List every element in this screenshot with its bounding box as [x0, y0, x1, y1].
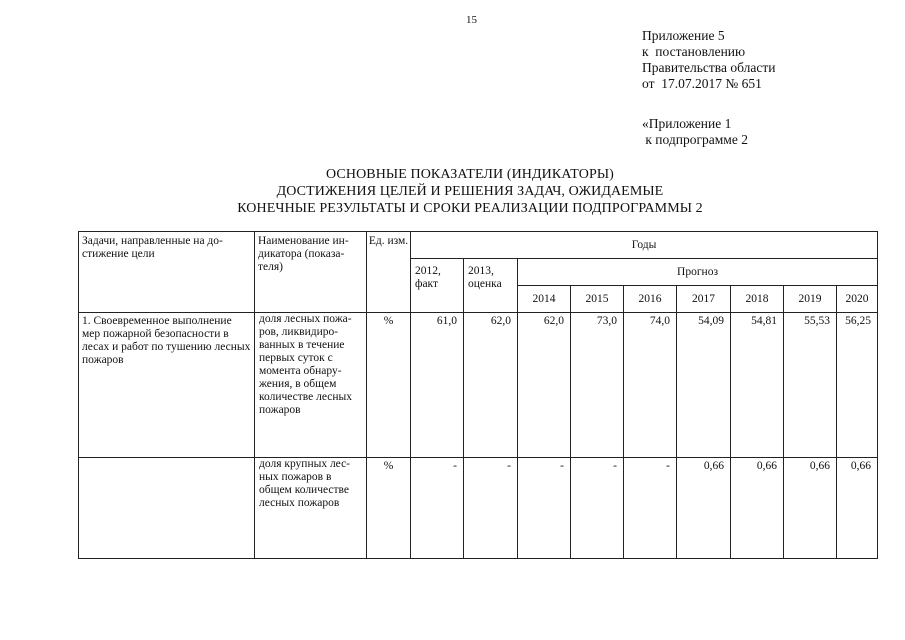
- appendix-sub: [642, 116, 748, 148]
- header-year: 2019: [784, 286, 837, 313]
- title-line: КОНЕЧНЫЕ РЕЗУЛЬТАТЫ И СРОКИ РЕАЛИЗАЦИИ ПОДПРОГРАММЫ 2: [237, 201, 703, 216]
- appendix-line: Правительства области: [642, 60, 776, 75]
- value-cell: 62,0: [464, 313, 518, 458]
- header-year: 2014: [518, 286, 571, 313]
- value-cell: 0,66: [784, 458, 837, 559]
- value-cell: 62,0: [518, 313, 571, 458]
- title-line: ДОСТИЖЕНИЯ ЦЕЛЕЙ И РЕШЕНИЯ ЗАДАЧ, ОЖИДАЕМЫЕ: [276, 184, 664, 199]
- appendix-sub-line: «Приложение 1: [642, 116, 732, 131]
- value-cell: 55,53: [784, 313, 837, 458]
- table-row: [79, 458, 878, 559]
- title-line: ОСНОВНЫЕ ПОКАЗАТЕЛИ (ИНДИКАТОРЫ): [326, 167, 614, 182]
- appendix-line: от 17.07.2017 № 651: [642, 76, 762, 91]
- header-year: 2020: [837, 286, 878, 313]
- header-indicator: Наименование ин-дикатора (показа-теля): [255, 232, 367, 313]
- value-cell: 54,81: [731, 313, 784, 458]
- appendix-line: Приложение 5: [642, 28, 725, 43]
- value-cell: 74,0: [624, 313, 677, 458]
- header-year-2012: 2012, факт: [411, 259, 464, 313]
- header-year-2013: 2013, оценка: [464, 259, 518, 313]
- header-year: 2017: [677, 286, 731, 313]
- value-cell: -: [464, 458, 518, 559]
- value-cell: 61,0: [411, 313, 464, 458]
- header-year: 2018: [731, 286, 784, 313]
- header-task: Задачи, направленные на до-стижение цели: [79, 232, 255, 313]
- header-year: 2016: [624, 286, 677, 313]
- value-cell: 0,66: [837, 458, 878, 559]
- header-unit: Ед. изм.: [367, 232, 411, 313]
- task-cell: [79, 458, 255, 559]
- header-forecast: Прогноз: [518, 259, 878, 286]
- header-year: 2015: [571, 286, 624, 313]
- task-cell: 1. Своевременное выполнение мер пожарной безопасности в лесах и работ по тушению лесных пожаров: [79, 313, 255, 458]
- value-cell: -: [518, 458, 571, 559]
- appendix-sub-line: к подпрограмме 2: [642, 132, 748, 147]
- appendix-header: [642, 28, 775, 92]
- appendix-line: к постановлению: [642, 44, 746, 59]
- value-cell: -: [411, 458, 464, 559]
- value-cell: -: [571, 458, 624, 559]
- indicator-cell: доля крупных лес-ных пожаров в общем количестве лесных пожаров: [255, 458, 367, 559]
- indicator-cell: доля лесных пожа-ров, ликвидиро-ванных в течение первых суток с момента обнару-жения, в общем количестве лесных пожаров: [255, 313, 367, 458]
- value-cell: 56,25: [837, 313, 878, 458]
- header-years: Годы: [411, 232, 878, 259]
- unit-cell: %: [367, 313, 411, 458]
- value-cell: 0,66: [677, 458, 731, 559]
- page-number: 15: [466, 14, 477, 26]
- value-cell: 54,09: [677, 313, 731, 458]
- unit-cell: %: [367, 458, 411, 559]
- indicators-table: [78, 231, 878, 559]
- value-cell: -: [624, 458, 677, 559]
- table-row: [79, 313, 878, 458]
- document-title: [150, 166, 790, 217]
- value-cell: 73,0: [571, 313, 624, 458]
- value-cell: 0,66: [731, 458, 784, 559]
